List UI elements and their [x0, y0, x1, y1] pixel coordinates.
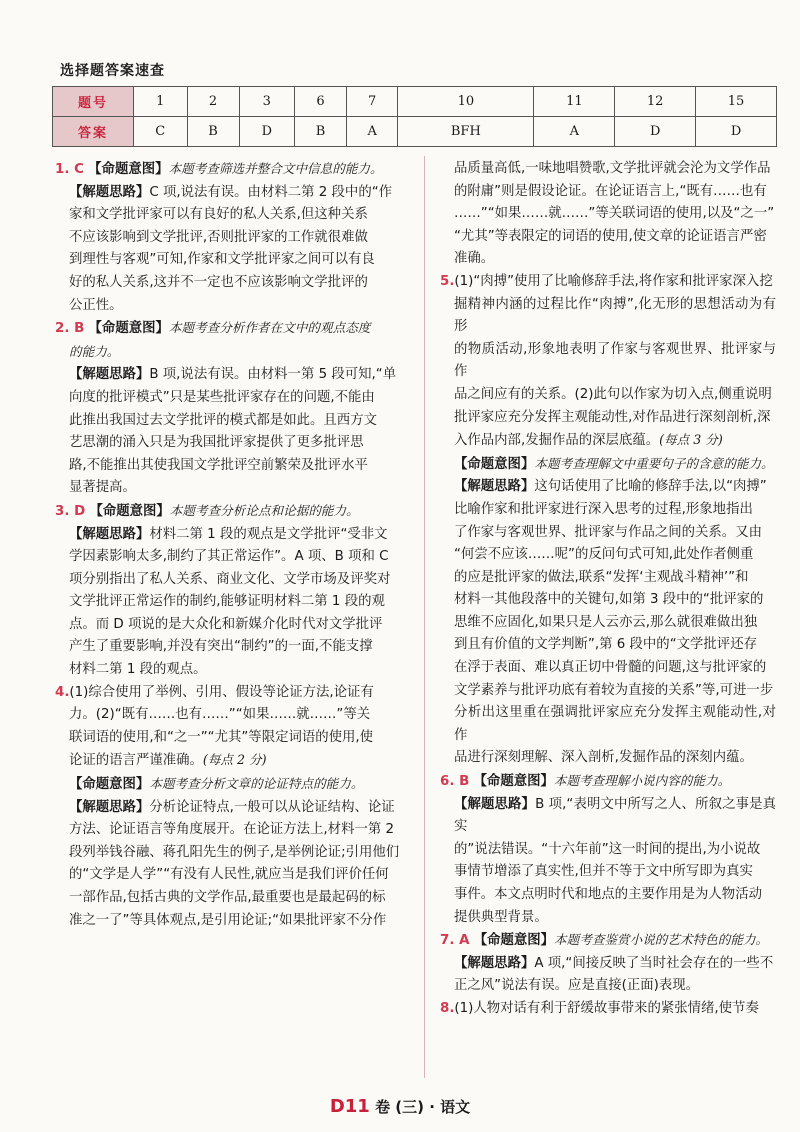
body-text: 到理性与客观”可知,作家和文学批评家之间可以有良 — [69, 252, 375, 268]
note-text: 本题考查分析文章的论证特点的能力。 — [149, 776, 364, 792]
body-text: 点。而 D 项说的是大众化和新媒介化时代对文学批评 — [69, 616, 383, 632]
text-line — [55, 727, 413, 750]
answer-cell: C — [134, 117, 188, 147]
note-text: (每点 2 分) — [202, 752, 267, 768]
text-line — [440, 907, 776, 930]
section-tag: 【解题思路】 — [454, 479, 535, 495]
section-tag: 【命题意图】 — [88, 162, 169, 177]
body-text: 段列举钱谷融、蒋孔阳先生的例子,是举例论证;引用他们 — [69, 844, 400, 860]
text-line — [440, 975, 776, 998]
text-line — [55, 317, 413, 341]
section-tag: 【解题思路】 — [69, 184, 150, 200]
text-line — [55, 659, 413, 682]
text-line — [440, 294, 776, 339]
body-text: 这句话使用了比喻的修辞手法,以“肉搏” — [534, 479, 767, 495]
body-text: 的”说法错误。“十六年前”这一时间的提出,为小说故 — [454, 841, 761, 857]
text-line — [440, 407, 776, 430]
text-line — [55, 682, 413, 705]
body-text: 显著提高。 — [69, 480, 136, 496]
text-line — [440, 953, 776, 976]
question-number-cell: 15 — [696, 87, 777, 117]
body-text: 好的私人关系,这并不一定也不应该影响文学批评的 — [69, 274, 368, 290]
text-line — [55, 249, 413, 272]
section-tag: 【命题意图】 — [473, 933, 555, 949]
text-line — [55, 477, 413, 500]
note-text: 本题考查理解文中重要句子的含意的能力。 — [534, 455, 774, 471]
text-line — [55, 569, 413, 592]
text-line — [55, 773, 413, 797]
right-column — [440, 158, 776, 1021]
text-line — [440, 567, 776, 590]
question-number-cell: 10 — [398, 87, 534, 117]
question-number: 8. — [440, 1000, 455, 1016]
column-divider — [424, 156, 425, 1078]
body-text: 正之风”说法有误。应是直接(正面)表现。 — [454, 978, 700, 994]
body-text: 产生了重要影响,并没有突出“制约”的一面,不能支撑 — [69, 639, 373, 655]
question-number: 6. B — [440, 774, 470, 790]
section-tag: 【解题思路】 — [454, 796, 536, 812]
answer-cell: D — [239, 117, 295, 147]
text-line — [55, 887, 413, 910]
body-text: 公正性。 — [69, 297, 123, 313]
text-line — [55, 749, 413, 773]
text-line — [440, 158, 776, 181]
section-tag: 【命题意图】 — [88, 321, 169, 337]
body-text: 此推出我国过去文学批评的模式都是如此。且西方文 — [69, 412, 377, 428]
body-text: “尤其”等表限定的词语的使用,使文章的论证语言严密 — [454, 228, 767, 244]
text-line — [55, 819, 413, 842]
body-text: 品进行深刻理解、深入剖析,发掘作品的深刻内蕴。 — [454, 750, 753, 766]
question-number-header: 题号 — [53, 87, 134, 117]
body-text: 联词语的使用,和“之一”“尤其”等限定词语的使用,使 — [69, 729, 374, 745]
body-text: 一部作品,包括古典的文学作品,最重要也是最起码的标 — [69, 890, 386, 905]
body-text: 的应是批评家的做法,联系“发挥‘主观战斗精神’”和 — [454, 569, 749, 585]
body-text: (1)“肉搏”使用了比喻修辞手法,将作家和批评家深入挖 — [454, 273, 773, 289]
question-number: 4. — [55, 684, 70, 700]
text-line — [55, 341, 413, 365]
body-text: 不应该影响到文学批评,否则批评家的工作就很难做 — [69, 229, 368, 245]
body-text: 批评家应充分发挥主观能动性,对作品进行深刻剖析,深 — [454, 409, 771, 425]
text-line — [55, 432, 413, 455]
text-line — [55, 591, 413, 614]
body-text: 思维不应固化,如果只是人云亦云,那么就很难做出独 — [454, 614, 758, 630]
section-tag: 【命题意图】 — [454, 456, 535, 472]
body-text: 比喻作家和批评家进行深入思考的过程,形象地指出 — [454, 501, 753, 517]
text-line — [55, 272, 413, 295]
body-text: 分析出这里重在强调批评家应充分发挥主观能动性,对作 — [454, 705, 776, 743]
section-tag: 【解题思路】 — [69, 367, 150, 383]
text-line — [55, 842, 413, 865]
text-line — [440, 634, 776, 657]
body-text: 提供典型背景。 — [454, 909, 548, 925]
text-line — [440, 770, 776, 794]
text-line — [440, 181, 776, 204]
note-text: 本题考查分析作者在文中的观点态度 — [168, 320, 371, 336]
text-line — [440, 453, 776, 477]
text-line — [440, 384, 776, 407]
body-text: 品之间应有的关系。(2)此句以作家为切入点,侧重说明 — [454, 386, 772, 402]
question-number: 1. C — [55, 162, 84, 177]
text-line — [440, 747, 776, 770]
body-text: 项分别指出了私人关系、商业文化、文学市场及评奖对 — [69, 571, 391, 587]
text-line — [55, 455, 413, 478]
note-text: 本题考查分析论点和论据的能力。 — [169, 502, 359, 518]
body-text: 在浮于表面、难以真正切中骨髓的问题,这与批评家的 — [454, 660, 767, 676]
page-title: 选择题答案速查 — [60, 63, 165, 79]
body-text: B 项,“表明文中所写之人、所叙之事是真实 — [454, 796, 777, 835]
text-line — [55, 204, 413, 227]
note-text: (每点 3 分) — [659, 432, 723, 448]
section-tag: 【解题思路】 — [69, 526, 150, 542]
note-text: 本题考查筛选并整合文中信息的能力。 — [168, 161, 383, 176]
body-text: B 项,说法有误。由材料一第 5 段可知,“单 — [149, 367, 397, 383]
text-line — [440, 839, 776, 862]
answer-row — [53, 117, 777, 147]
question-number-cell: 7 — [347, 87, 398, 117]
text-line — [440, 794, 776, 839]
body-text: 品质量高低,一味地唱赞歌,文学批评就会沦为文学作品 — [454, 161, 771, 176]
body-text: 材料二第 1 段的观点是文学批评“受非文 — [149, 526, 388, 542]
text-line — [440, 680, 776, 703]
question-number-cell: 2 — [187, 87, 239, 117]
question-number-cell: 12 — [615, 87, 696, 117]
note-text: 本题考查理解小说内容的能力。 — [553, 773, 731, 789]
answer-cell: BFH — [398, 117, 534, 147]
question-number-cell: 1 — [134, 87, 188, 117]
note-text: 本题考查鉴赏小说的艺术特色的能力。 — [554, 932, 769, 948]
text-line — [55, 797, 413, 820]
text-line — [440, 522, 776, 545]
text-line — [55, 704, 413, 727]
body-text: 了作家与客观世界、批评家与作品之间的关系。又由 — [454, 524, 762, 540]
text-line — [440, 499, 776, 522]
answer-cell: D — [696, 117, 777, 147]
text-line — [440, 929, 776, 953]
body-text: 准之一了”等具体观点,是引用论证;“如果批评家不分作 — [69, 912, 387, 928]
body-text: 入作品内部,发掘作品的深层底蕴。 — [454, 433, 660, 449]
question-number: 3. D — [55, 503, 86, 519]
section-tag: 【解题思路】 — [69, 799, 150, 815]
body-text: 分析论证特点,一般可以从论证结构、论证 — [149, 799, 395, 815]
text-line — [55, 227, 413, 250]
body-text: A 项,“间接反映了当时社会存在的一些不 — [534, 955, 774, 971]
text-line — [55, 182, 413, 205]
section-tag: 【命题意图】 — [473, 774, 554, 790]
text-line — [55, 158, 413, 182]
body-text: 向度的批评模式”只是某些批评家存在的问题,不能由 — [69, 389, 375, 405]
text-line — [55, 410, 413, 433]
text-line — [440, 339, 776, 384]
section-tag: 【命题意图】 — [89, 503, 170, 519]
text-line — [55, 524, 413, 547]
text-line — [55, 295, 413, 318]
body-text: 准确。 — [454, 251, 495, 267]
body-text: 路,不能推出其使我国文学批评空前繁荣及批评水平 — [69, 457, 368, 473]
body-text: 文学批评正常运作的制约,能够证明材料二第 1 段的观 — [69, 594, 385, 610]
answer-header: 答案 — [53, 117, 134, 147]
text-line — [55, 500, 413, 524]
left-column — [55, 158, 413, 932]
question-number-cell: 6 — [295, 87, 347, 117]
body-text: ……”“如果……就……”等关联词语的使用,以及“之一” — [454, 206, 775, 222]
body-text: “何尝不应该……呢”的反问句式可知,此处作者侧重 — [454, 547, 754, 563]
question-number: 5. — [440, 273, 455, 289]
page-number: D11 — [329, 1096, 370, 1117]
body-text: 论证的语言严谨准确。 — [69, 753, 203, 769]
text-line — [55, 546, 413, 569]
text-line — [440, 861, 776, 884]
body-text: (1)人物对话有利于舒缓故事带来的紧张情绪,使节奏 — [454, 1000, 759, 1016]
body-text: 的“文学是人学”“有没有人民性,就应当是我们评价任何 — [69, 867, 389, 883]
text-line — [440, 476, 776, 499]
text-line — [440, 657, 776, 680]
answer-cell: D — [615, 117, 696, 147]
body-text: 的物质活动,形象地表明了作家与客观世界、批评家与作 — [454, 341, 776, 380]
text-line — [440, 544, 776, 567]
body-text: 材料二第 1 段的观点。 — [69, 662, 207, 678]
text-line — [55, 614, 413, 637]
page-footer — [0, 1096, 800, 1117]
body-text: C 项,说法有误。由材料二第 2 段中的“作 — [149, 184, 393, 200]
text-line — [55, 910, 413, 933]
text-line — [55, 364, 413, 387]
answer-cell: B — [187, 117, 239, 147]
text-line — [440, 203, 776, 226]
question-number-row — [53, 87, 777, 117]
body-text: 的附庸”则是假设论证。在论证语言上,“既有……也有 — [454, 183, 767, 199]
body-text: 事情节增添了真实性,但并不等于文中所写即为真实 — [454, 864, 753, 880]
section-tag: 【命题意图】 — [69, 777, 150, 793]
answer-cell: B — [295, 117, 347, 147]
text-line — [55, 387, 413, 410]
text-line — [440, 248, 776, 271]
footer-label: 卷 (三) · 语文 — [375, 1098, 471, 1116]
text-line — [55, 636, 413, 659]
text-line — [440, 612, 776, 635]
text-line — [440, 589, 776, 612]
text-line — [55, 864, 413, 887]
text-line — [440, 429, 776, 453]
question-number: 7. A — [440, 933, 470, 949]
answer-cell: A — [534, 117, 615, 147]
body-text: 到且有价值的文学判断”,第 6 段中的“文学批评还存 — [454, 637, 757, 653]
question-number-cell: 11 — [534, 87, 615, 117]
body-text: (1)综合使用了举例、引用、假设等论证方法,论证有 — [69, 684, 374, 700]
answer-cell: A — [347, 117, 398, 147]
body-text: 文学素养与批评功底有着较为直接的关系”等,可进一步 — [454, 682, 774, 698]
text-line — [440, 998, 776, 1021]
text-line — [440, 271, 776, 294]
section-tag: 【解题思路】 — [454, 955, 535, 971]
body-text: 力。(2)“既有……也有……”“如果……就……”等关 — [69, 707, 371, 723]
body-text: 掘精神内涵的过程比作“肉搏”,化无形的思想活动为有形 — [454, 296, 776, 335]
body-text: 方法、论证语言等角度展开。在论证方法上,材料一第 2 — [69, 822, 395, 838]
text-line — [440, 884, 776, 907]
text-line — [440, 702, 776, 747]
answer-table — [52, 86, 777, 147]
question-number-cell: 3 — [239, 87, 295, 117]
question-number: 2. B — [55, 321, 85, 337]
body-text: 学因素影响太多,制约了其正常运作”。A 项、B 项和 C — [69, 549, 389, 565]
body-text: 家和文学批评家可以有良好的私人关系,但这种关系 — [69, 207, 368, 223]
body-text: 材料一其他段落中的关键句,如第 3 段中的“批评家的 — [454, 592, 764, 608]
body-text: 艺思潮的涌入只是为我国批评家提供了更多批评思 — [69, 435, 364, 451]
text-line — [440, 226, 776, 249]
body-text: 事件。本文点明时代和地点的主要作用是为人物活动 — [454, 887, 762, 902]
note-text: 的能力。 — [69, 343, 120, 359]
